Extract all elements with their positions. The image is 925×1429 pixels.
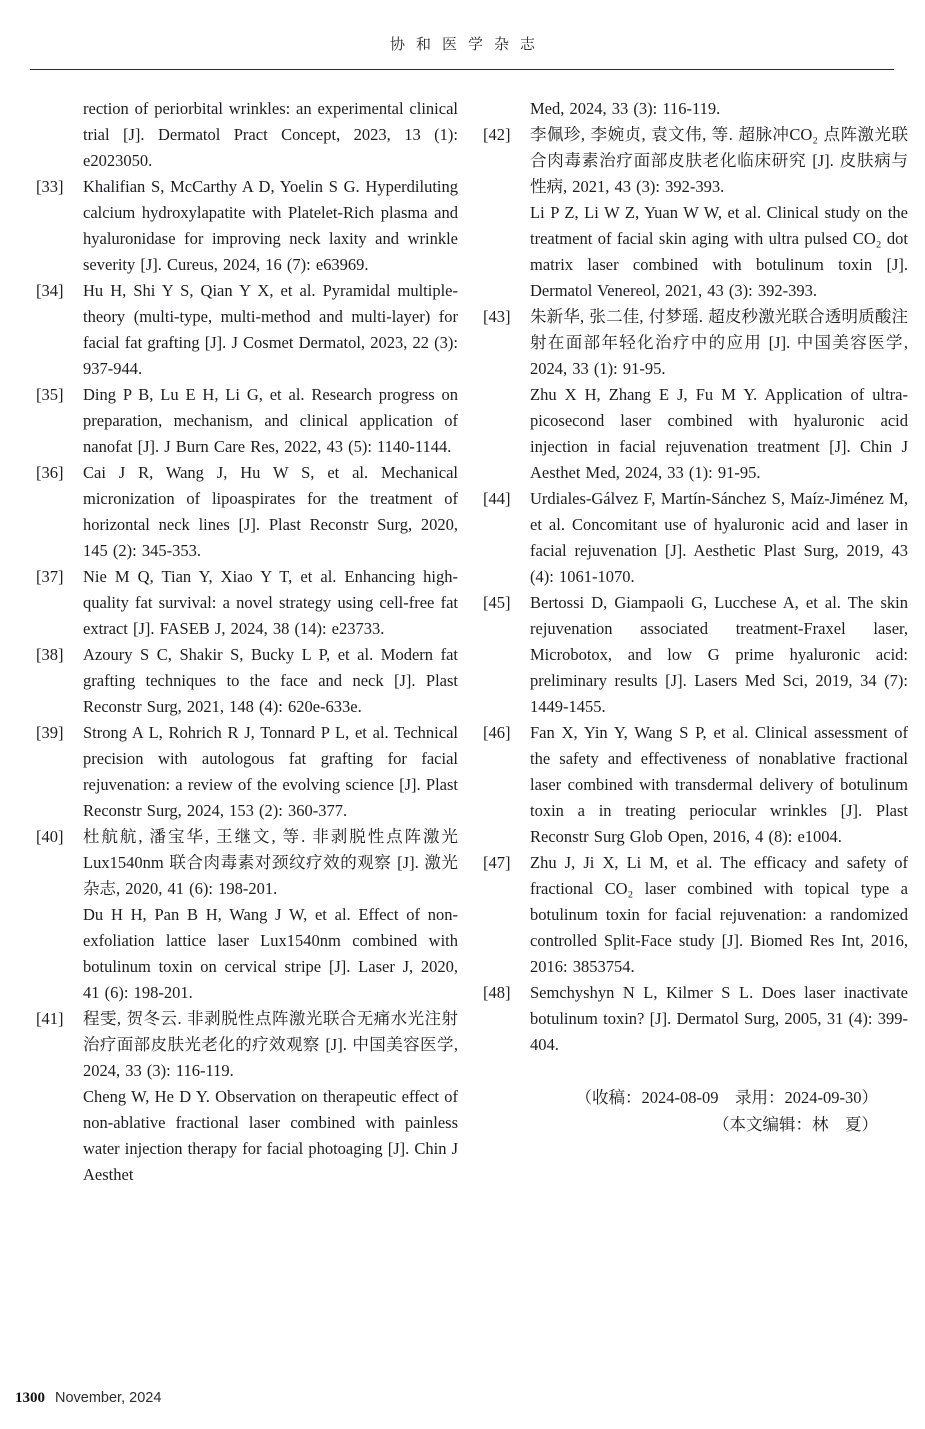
reference-body: [530, 850, 908, 980]
reference-body: [83, 824, 458, 1006]
note-received-accepted: （收稿：2024-08-09 录用：2024-09-30）: [575, 1088, 878, 1107]
reference-number: [43]: [483, 307, 511, 326]
reference-item-41-continuation: [483, 96, 908, 122]
reference-text-chinese: 杜航航, 潘宝华, 王继文, 等. 非剥脱性点阵激光Lux1540nm 联合肉毒素对颈纹疗效的观察 [J]. 激光杂志, 2020, 41 (6): 198-201.: [83, 827, 458, 898]
reference-item-42: [483, 122, 908, 304]
reference-item-40: [36, 824, 458, 1006]
reference-body: [83, 174, 458, 278]
reference-body: [530, 122, 908, 304]
reference-text-chinese: 程雯, 贺冬云. 非剥脱性点阵激光联合无痛水光注射治疗面部皮肤光老化的疗效观察 [J]. 中国美容医学, 2024, 33 (3): 116-119.: [83, 1009, 458, 1080]
reference-text: Khalifian S, McCarthy A D, Yoelin S G. Hyperdiluting calcium hydroxylapatite with Platelet-Rich plasma and hyaluronidase for improving neck laxity and wrinkle severity [J]. Cureus, 2024, 16 (7): e63969.: [83, 177, 458, 274]
manuscript-notes: [483, 1084, 908, 1138]
references-column-right: [483, 96, 908, 1188]
reference-item-35: [36, 382, 458, 460]
reference-text-translation: Zhu X H, Zhang E J, Fu M Y. Application of ultra-picosecond laser combined with hyaluronic acid injection in facial rejuvenation treatment [J]. Chin J Aesthet Med, 2024, 33 (1): 91-95.: [530, 385, 908, 482]
journal-title: 协和医学杂志: [389, 37, 546, 53]
reference-number: [483, 96, 530, 122]
reference-body: [83, 642, 458, 720]
note-editor: （本文编辑：林 夏）: [713, 1115, 878, 1134]
reference-item-48: [483, 980, 908, 1058]
reference-item-39: [36, 720, 458, 824]
reference-text-translation: Du H H, Pan B H, Wang J W, et al. Effect of non-exfoliation lattice laser Lux1540nm combined with botulinum toxin on cervical stripe [J]. Laser J, 2020, 41 (6): 198-201.: [83, 905, 458, 1002]
reference-body: [530, 720, 908, 850]
page-footer: [15, 1390, 161, 1407]
reference-body: [530, 590, 908, 720]
reference-item-46: [483, 720, 908, 850]
reference-body: [530, 486, 908, 590]
header-rule: [30, 69, 894, 70]
reference-body: [530, 980, 908, 1058]
reference-body: [530, 96, 908, 122]
reference-number: [42]: [483, 125, 511, 144]
reference-body: [83, 720, 458, 824]
references-column-left: [36, 96, 458, 1188]
issue-date: November, 2024: [55, 1390, 162, 1406]
reference-text: Zhu J, Ji X, Li M, et al. The efficacy and safety of fractional CO₂ laser combined with topical type a botulinum toxin for facial rejuvenation: a randomized controlled Split-Face study [J]. Biomed Res Int, 2016, 2016: 3853754.: [530, 853, 908, 976]
reference-item-37: [36, 564, 458, 642]
reference-text-translation: Li P Z, Li W Z, Yuan W W, et al. Clinical study on the treatment of facial skin aging with ultra pulsed CO₂ dot matrix laser combined with botulinum toxin [J]. Dermatol Venereol, 2021, 43 (3): 392-393.: [530, 203, 908, 300]
reference-number: [48]: [483, 983, 511, 1002]
reference-number: [34]: [36, 281, 64, 300]
reference-item-44: [483, 486, 908, 590]
reference-body: [83, 278, 458, 382]
reference-number: [36, 96, 83, 174]
reference-text: Urdiales-Gálvez F, Martín-Sánchez S, Maíz-Jiménez M, et al. Concomitant use of hyaluronic acid and laser in facial rejuvenation [J]. Aesthetic Plast Surg, 2019, 43 (4): 1061-1070.: [530, 489, 908, 586]
reference-number: [35]: [36, 385, 64, 404]
reference-number: [41]: [36, 1009, 64, 1028]
reference-text: Ding P B, Lu E H, Li G, et al. Research progress on preparation, mechanism, and clinical application of nanofat [J]. J Burn Care Res, 2022, 43 (5): 1140-1144.: [83, 385, 458, 456]
reference-body: [530, 304, 908, 486]
page-number: 1300: [15, 1390, 45, 1406]
reference-number: [44]: [483, 489, 511, 508]
reference-body: [83, 564, 458, 642]
reference-text: Semchyshyn N L, Kilmer S L. Does laser inactivate botulinum toxin? [J]. Dermatol Surg, 2005, 31 (4): 399-404.: [530, 983, 908, 1054]
reference-number: [47]: [483, 853, 511, 872]
references-section: [36, 96, 908, 1188]
reference-text-chinese: 李佩珍, 李婉贞, 袁文伟, 等. 超脉冲CO₂ 点阵激光联合肉毒素治疗面部皮肤老化临床研究 [J]. 皮肤病与性病, 2021, 43 (3): 392-393.: [530, 125, 908, 196]
reference-text: Hu H, Shi Y S, Qian Y X, et al. Pyramidal multiple-theory (multi-type, multi-method and multi-layer) for facial fat grafting [J]. J Cosmet Dermatol, 2023, 22 (3): 937-944.: [83, 281, 458, 378]
reference-text: rection of periorbital wrinkles: an experimental clinical trial [J]. Dermatol Pract Concept, 2023, 13 (1): e2023050.: [83, 99, 458, 170]
reference-body: [83, 1006, 458, 1188]
reference-number: [39]: [36, 723, 64, 742]
reference-item-34: [36, 278, 458, 382]
reference-item-33: [36, 174, 458, 278]
reference-number: [40]: [36, 827, 64, 846]
reference-number: [45]: [483, 593, 511, 612]
reference-text: Bertossi D, Giampaoli G, Lucchese A, et al. The skin rejuvenation associated treatment-Fraxel laser, Microbotox, and low G prime hyaluronic acid: preliminary results [J]. Lasers Med Sci, 2019, 34 (7): 1449-1455.: [530, 593, 908, 716]
reference-number: [37]: [36, 567, 64, 586]
reference-number: [38]: [36, 645, 64, 664]
reference-body: [83, 96, 458, 174]
reference-body: [83, 382, 458, 460]
reference-text: Azoury S C, Shakir S, Bucky L P, et al. Modern fat grafting techniques to the face and neck [J]. Plast Reconstr Surg, 2021, 148 (4): 620e-633e.: [83, 645, 458, 716]
reference-number: [36]: [36, 463, 64, 482]
reference-item-32-continuation: [36, 96, 458, 174]
reference-body: [83, 460, 458, 564]
reference-item-43: [483, 304, 908, 486]
reference-text: Med, 2024, 33 (3): 116-119.: [530, 99, 721, 118]
reference-item-36: [36, 460, 458, 564]
reference-item-45: [483, 590, 908, 720]
reference-text: Strong A L, Rohrich R J, Tonnard P L, et al. Technical precision with autologous fat grafting for facial rejuvenation: a review of the evolving science [J]. Plast Reconstr Surg, 2024, 153 (2): 360-377.: [83, 723, 458, 820]
reference-number: [33]: [36, 177, 64, 196]
reference-item-47: [483, 850, 908, 980]
reference-number: [46]: [483, 723, 511, 742]
reference-item-38: [36, 642, 458, 720]
reference-text: Cai J R, Wang J, Hu W S, et al. Mechanical micronization of lipoaspirates for the treatment of horizontal neck lines [J]. Plast Reconstr Surg, 2020, 145 (2): 345-353.: [83, 463, 458, 560]
reference-text: Fan X, Yin Y, Wang S P, et al. Clinical assessment of the safety and effectiveness of nonablative fractional laser combined with transdermal delivery of botulinum toxin a in treating periocular wrinkles [J]. Plast Reconstr Surg Glob Open, 2016, 4 (8): e1004.: [530, 723, 908, 846]
reference-text-chinese: 朱新华, 张二佳, 付梦瑶. 超皮秒激光联合透明质酸注射在面部年轻化治疗中的应用 [J]. 中国美容医学, 2024, 33 (1): 91-95.: [530, 307, 908, 378]
reference-text-translation: Cheng W, He D Y. Observation on therapeutic effect of non-ablative fractional laser combined with painless water injection therapy for facial photoaging [J]. Chin J Aesthet: [83, 1087, 459, 1184]
reference-item-41: [36, 1006, 458, 1188]
reference-text: Nie M Q, Tian Y, Xiao Y T, et al. Enhancing high-quality fat survival: a novel strategy using cell-free fat extract [J]. FASEB J, 2024, 38 (14): e23733.: [83, 567, 458, 638]
